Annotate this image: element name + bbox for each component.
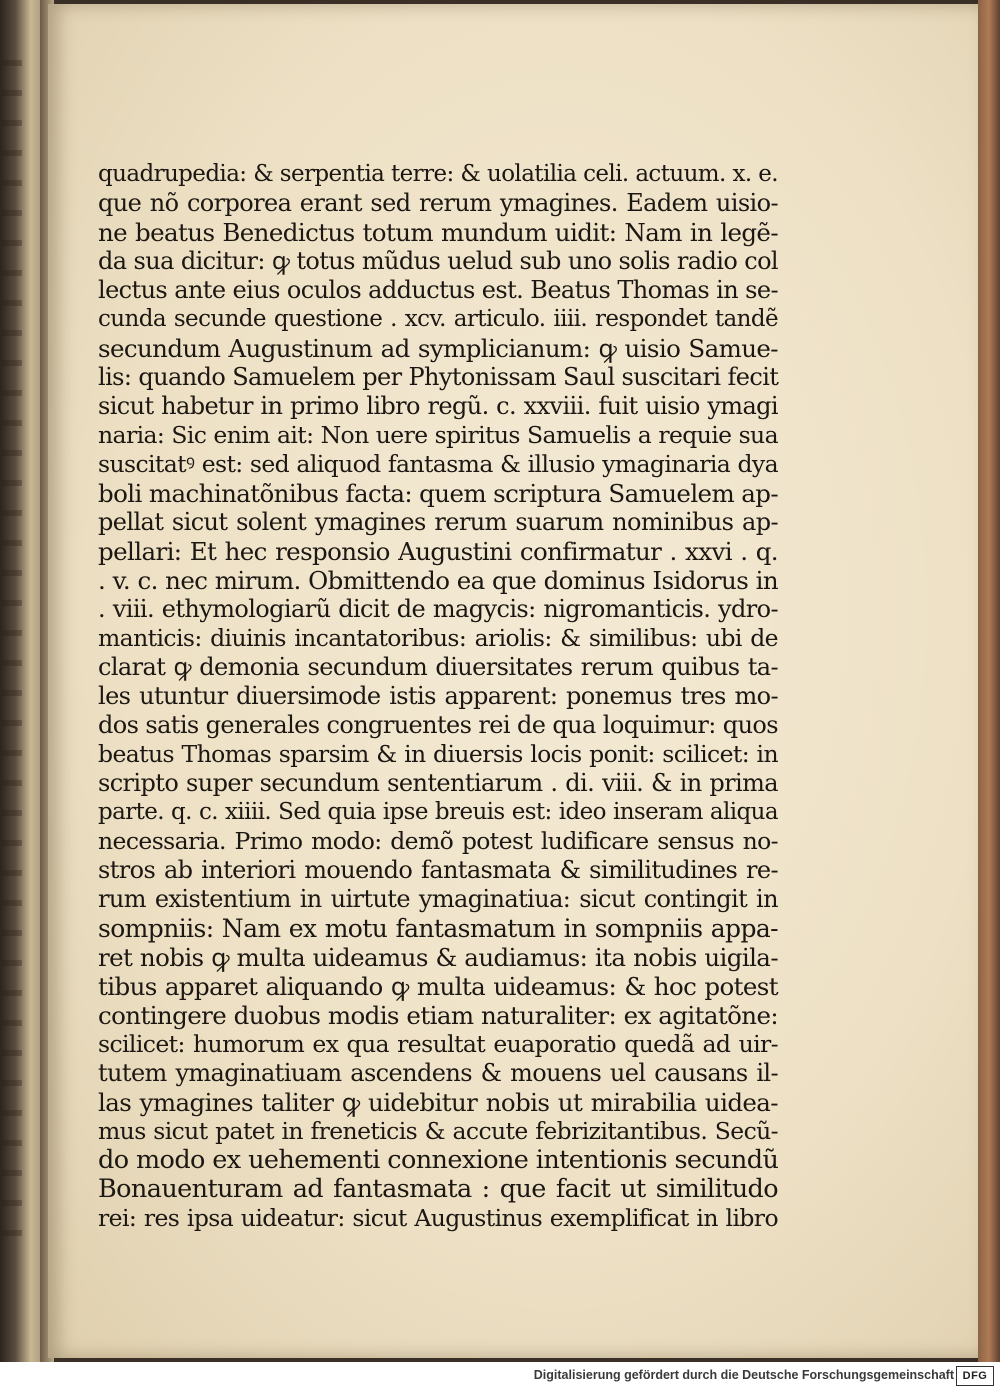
text-line: tibus apparet aliquando ꝙ multa uideamus: & hoc potest [98,972,778,1001]
text-line: secundum Augustinum ad symplicianum: ꝙ uisio Samue- [98,334,778,363]
text-line: dos satis generales congruentes rei de qua loquimur: quos [98,711,778,739]
text-line: las ymagines taliter ꝙ uidebitur nobis ut mirabilia uidea- [98,1088,778,1117]
text-line: lis: quando Samuelem per Phytonissam Saul suscitari fecit [98,363,779,391]
text-line: cunda secunde questione . xcv. articulo. iiii. respondet tandẽ [98,306,778,332]
text-line: mus sicut patet in freneticis & accute febrizitantibus. Secũ- [98,1117,778,1145]
text-line: rum existentium in uirtute ymaginatiua: sicut contingit in [98,885,778,913]
text-line: contingere duobus modis etiam naturaliter: ex agitatõne: [98,1001,778,1030]
text-line: suscitatꝰ est: sed aliquod fantasma & illusio ymaginaria dya [98,450,778,478]
text-line: scilicet: humorum ex qua resultat euaporatio quedã ad uir- [98,1030,778,1058]
text-line: do modo ex uehementi connexione intentionis secundũ [98,1145,779,1175]
text-line: pellari: Et hec responsio Augustini confirmatur . xxvi . q. [98,537,778,566]
text-line: boli machinatõnibus facta: quem scriptura Samuelem ap- [98,479,779,508]
incunable-text-block [98,160,778,1233]
text-line: sicut habetur in primo libro regũ. c. xxviii. fuit uisio ymagi [98,392,778,420]
funding-credit: Digitalisierung gefördert durch die Deutsche Forschungsgemeinschaft [533,1368,954,1382]
text-line: clarat ꝙ demonia secundum diuersitates rerum quibus ta- [98,653,778,681]
text-line: Bonauenturam ad fantasmata : que facit ut similitudo [98,1174,778,1204]
left-page-text-fragment [2,60,22,1260]
left-page-edge [0,0,44,1362]
book-cover-edge [978,0,1000,1362]
text-line: stros ab interiori mouendo fantasmata & similitudines re- [98,856,778,884]
text-line: da sua dicitur: ꝙ totus mũdus uelud sub uno solis radio col [98,247,778,275]
text-line: pellat sicut solent ymagines rerum suarum nominibus ap- [98,508,778,536]
text-line: naria: Sic enim ait: Non uere spiritus Samuelis a requie sua [98,421,778,449]
text-line: ret nobis ꝙ multa uideamus & audiamus: ita nobis uigila- [98,943,778,972]
dfg-logo: DFG [956,1366,994,1386]
text-line: necessaria. Primo modo: demõ potest ludificare sensus no- [98,827,778,855]
text-line: ne beatus Benedictus totum mundum uidit: Nam in legẽ- [98,218,778,247]
text-line: les utuntur diuersimode istis apparent: ponemus tres mo- [98,682,778,710]
text-line: beatus Thomas sparsim & in diuersis locis ponit: scilicet: in [98,740,778,768]
text-line: que nõ corporea erant sed rerum ymagines. Eadem uisio- [98,189,778,217]
text-line: sompniis: Nam ex motu fantasmatum in sompniis appa- [98,914,778,943]
text-line: manticis: diuinis incantatoribus: ariolis: & similibus: ubi de [98,624,778,652]
text-line: . viii. ethymologiarũ dicit de magycis: nigromanticis. ydro- [98,595,778,623]
text-line: . v. c. nec mirum. Obmittendo ea que dominus Isidorus in [98,566,778,595]
footer-bar [0,1362,1000,1390]
text-line: scripto super secundum sententiarum . di. viii. & in prima [98,769,778,797]
text-line: tutem ymaginatiuam ascendens & mouens uel causans il- [98,1059,778,1087]
text-line: parte. q. c. xiiii. Sed quia ipse breuis est: ideo inseram aliqua [98,799,778,825]
text-line: lectus ante eius oculos adductus est. Beatus Thomas in se- [98,276,778,304]
text-line: rei: res ipsa uideatur: sicut Augustinus exemplificat in libro [98,1204,778,1232]
text-line: quadrupedia: & serpentia terre: & uolatilia celi. actuum. x. e. [98,161,778,187]
